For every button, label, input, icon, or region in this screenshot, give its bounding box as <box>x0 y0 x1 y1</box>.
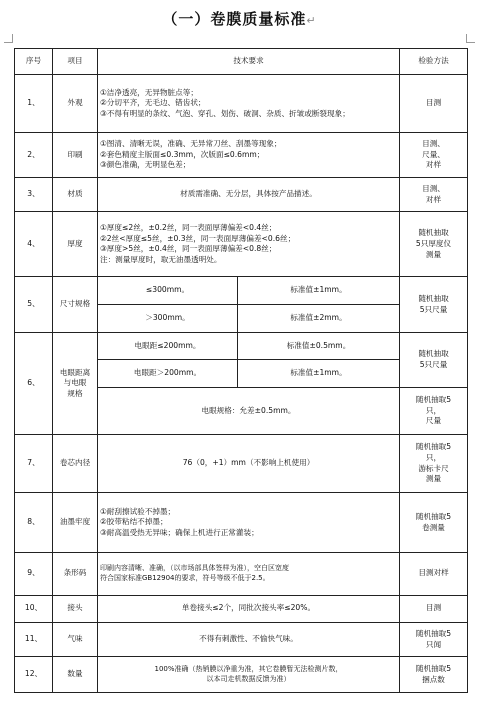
table-row <box>15 622 468 656</box>
row-requirement <box>98 75 400 133</box>
method-line: 捆点数 <box>422 674 445 684</box>
requirement-line: ①厚度≤2丝，±0.2丝，同一表面厚薄偏差<0.4丝； <box>100 222 277 232</box>
row-method <box>400 277 468 333</box>
requirement-line: ②分切平齐，无毛边、错齿状； <box>100 98 206 108</box>
method-line: 只闻 <box>425 639 442 649</box>
size-range-cell: ＞300mm。 <box>98 304 238 332</box>
row-seq: 10、 <box>15 595 53 622</box>
row-method <box>400 212 468 277</box>
table-row <box>15 212 468 277</box>
method-line: 随机抽取 <box>418 228 449 238</box>
method-line: 目测 <box>425 98 442 108</box>
row-requirement <box>98 552 400 595</box>
row-seq: 6、 <box>15 332 53 434</box>
row-item: 油墨牢度 <box>53 493 98 553</box>
row-method <box>400 133 468 178</box>
method-line: 5只尺量 <box>419 359 448 369</box>
requirement-line: 以本司走机数据反馈为准） <box>206 674 291 683</box>
header-method: 检验方法 <box>400 49 468 75</box>
row-item: 尺寸规格 <box>53 277 98 333</box>
row-method <box>400 177 468 211</box>
method-line: 目测 <box>425 603 442 613</box>
row-method <box>400 435 468 493</box>
requirement-line: ②套色精度主版面≤0.3mm，次版面≤0.6mm； <box>100 149 265 159</box>
eye-tolerance-cell: 标准值±0.5mm。 <box>238 332 400 359</box>
row-method <box>400 75 468 133</box>
header-item: 项目 <box>53 49 98 75</box>
method-line: 随机抽取5 <box>415 664 452 674</box>
row-seq: 2、 <box>15 133 53 178</box>
header-seq: 序号 <box>15 49 53 75</box>
row-item: 数量 <box>53 657 98 693</box>
method-line: 目测、 <box>422 139 445 149</box>
item-line: 规格 <box>67 388 83 398</box>
method-line: 目测对样 <box>418 568 449 578</box>
requirement-line: 符合国家标准GB12904的要求，符号等级不低于2.5。 <box>100 573 270 582</box>
method-line: 对样 <box>425 194 442 204</box>
requirement-line: ①耐刮擦试验不掉墨； <box>100 506 176 516</box>
row-method <box>400 622 468 656</box>
method-line: 卷测量 <box>422 522 445 532</box>
method-line: 只， <box>425 453 442 463</box>
eye-distance-cell: 电眼距＞200mm。 <box>98 360 238 387</box>
row-item: 卷芯内径 <box>53 435 98 493</box>
table-row <box>15 435 468 493</box>
method-line: 测量 <box>425 474 442 484</box>
row-requirement <box>98 493 400 553</box>
row-requirement <box>98 133 400 178</box>
method-line: 5只厚度仪 <box>415 238 452 248</box>
row-item: 气味 <box>53 622 98 656</box>
row-method <box>400 332 468 387</box>
requirement-line: ①图清、清晰无误，准确、无异常刀丝、刮墨等现象； <box>100 139 282 149</box>
method-line: 随机抽取5 <box>415 442 452 452</box>
paragraph-mark-icon: ↵ <box>306 14 317 27</box>
method-line: 尺量、 <box>422 149 445 159</box>
requirement-line: ③厚度>5丝，±0.4丝，同一表面厚薄偏差<0.8丝； <box>100 244 277 254</box>
requirement-line: ②胶带粘结不掉墨； <box>100 517 168 527</box>
requirement-line: 注：测量厚度时，取无油墨透明处。 <box>100 254 222 264</box>
item-line: 与电眼 <box>63 378 87 388</box>
document-title <box>0 8 479 29</box>
eye-distance-cell: 电眼距≤200mm。 <box>98 332 238 359</box>
row-seq: 9、 <box>15 552 53 595</box>
table-header-row <box>15 49 468 75</box>
method-line: 随机抽取5 <box>415 629 452 639</box>
row-requirement: 76（0，+1）mm（不影响上机使用） <box>98 435 400 493</box>
table-row <box>15 277 468 304</box>
requirement-line: ③颜色准确，无明显色差； <box>100 160 191 170</box>
method-line: 随机抽取5 <box>415 395 452 405</box>
row-requirement: 不得有刺激性、不愉快气味。 <box>98 622 400 656</box>
title-text: （一）卷膜质量标准 <box>162 10 307 28</box>
table-row <box>15 657 468 693</box>
row-seq: 7、 <box>15 435 53 493</box>
method-line: 5只尺量 <box>419 304 448 314</box>
method-line: 测量 <box>425 249 442 259</box>
eye-spec-cell: 电眼规格：允差±0.5mm。 <box>98 387 400 435</box>
row-seq: 11、 <box>15 622 53 656</box>
requirement-line: ①洁净透亮，无异物脏点等； <box>100 87 198 97</box>
row-method <box>400 552 468 595</box>
header-requirement: 技术要求 <box>98 49 400 75</box>
row-method <box>400 493 468 553</box>
row-item: 外观 <box>53 75 98 133</box>
size-tolerance-cell: 标准值±1mm。 <box>238 277 400 304</box>
method-line: 目测、 <box>422 183 445 193</box>
eye-tolerance-cell: 标准值±1mm。 <box>238 360 400 387</box>
table-row <box>15 177 468 211</box>
table-row <box>15 75 468 133</box>
row-item: 厚度 <box>53 212 98 277</box>
row-item: 材质 <box>53 177 98 211</box>
table-row <box>15 552 468 595</box>
method-line: 游标卡尺 <box>418 463 449 473</box>
margin-corner-mark <box>466 34 475 43</box>
requirement-line: ③耐高温受热无异味；确保上机进行正常灌装； <box>100 527 259 537</box>
table-row <box>15 133 468 178</box>
row-item: 印刷 <box>53 133 98 178</box>
method-line: 随机抽取 <box>418 293 449 303</box>
quality-standard-table <box>14 48 468 693</box>
requirement-line: 100%准确（热销膜以净重为准，其它卷膜暂无法检测片数， <box>154 664 343 673</box>
method-line: 只， <box>425 405 442 415</box>
method-line: 随机抽取5 <box>415 511 452 521</box>
row-item <box>53 332 98 434</box>
row-seq: 8、 <box>15 493 53 553</box>
row-seq: 12、 <box>15 657 53 693</box>
requirement-line: 印刷内容清晰、准确，（以市场部具体签样为准），空白区宽度 <box>100 563 289 572</box>
requirement-line: ②2丝<厚度≤5丝，±0.3丝，同一表面厚薄偏差<0.6丝； <box>100 233 296 243</box>
row-requirement <box>98 657 400 693</box>
row-requirement: 单卷接头≤2个，同批次接头率≤20%。 <box>98 595 400 622</box>
row-requirement <box>98 212 400 277</box>
row-method <box>400 387 468 435</box>
row-requirement: 材质需准确、无分层，具体按产品描述。 <box>98 177 400 211</box>
table-row <box>15 493 468 553</box>
method-line: 对样 <box>425 160 442 170</box>
table-row <box>15 595 468 622</box>
row-item: 接头 <box>53 595 98 622</box>
method-line: 随机抽取 <box>418 349 449 359</box>
size-tolerance-cell: 标准值±2mm。 <box>238 304 400 332</box>
item-line: 电眼距离 <box>59 367 91 377</box>
margin-corner-mark <box>4 34 13 43</box>
size-range-cell: ≤300mm。 <box>98 277 238 304</box>
row-item: 条形码 <box>53 552 98 595</box>
row-seq: 3、 <box>15 177 53 211</box>
requirement-line: ③不得有明显的条纹、气泡、穿孔、划伤、破洞、杂质、折皱或断裂现象； <box>100 109 350 119</box>
table-row <box>15 332 468 359</box>
row-seq: 1、 <box>15 75 53 133</box>
row-seq: 5、 <box>15 277 53 333</box>
row-method <box>400 595 468 622</box>
method-line: 尺量 <box>425 416 442 426</box>
row-method <box>400 657 468 693</box>
row-seq: 4、 <box>15 212 53 277</box>
